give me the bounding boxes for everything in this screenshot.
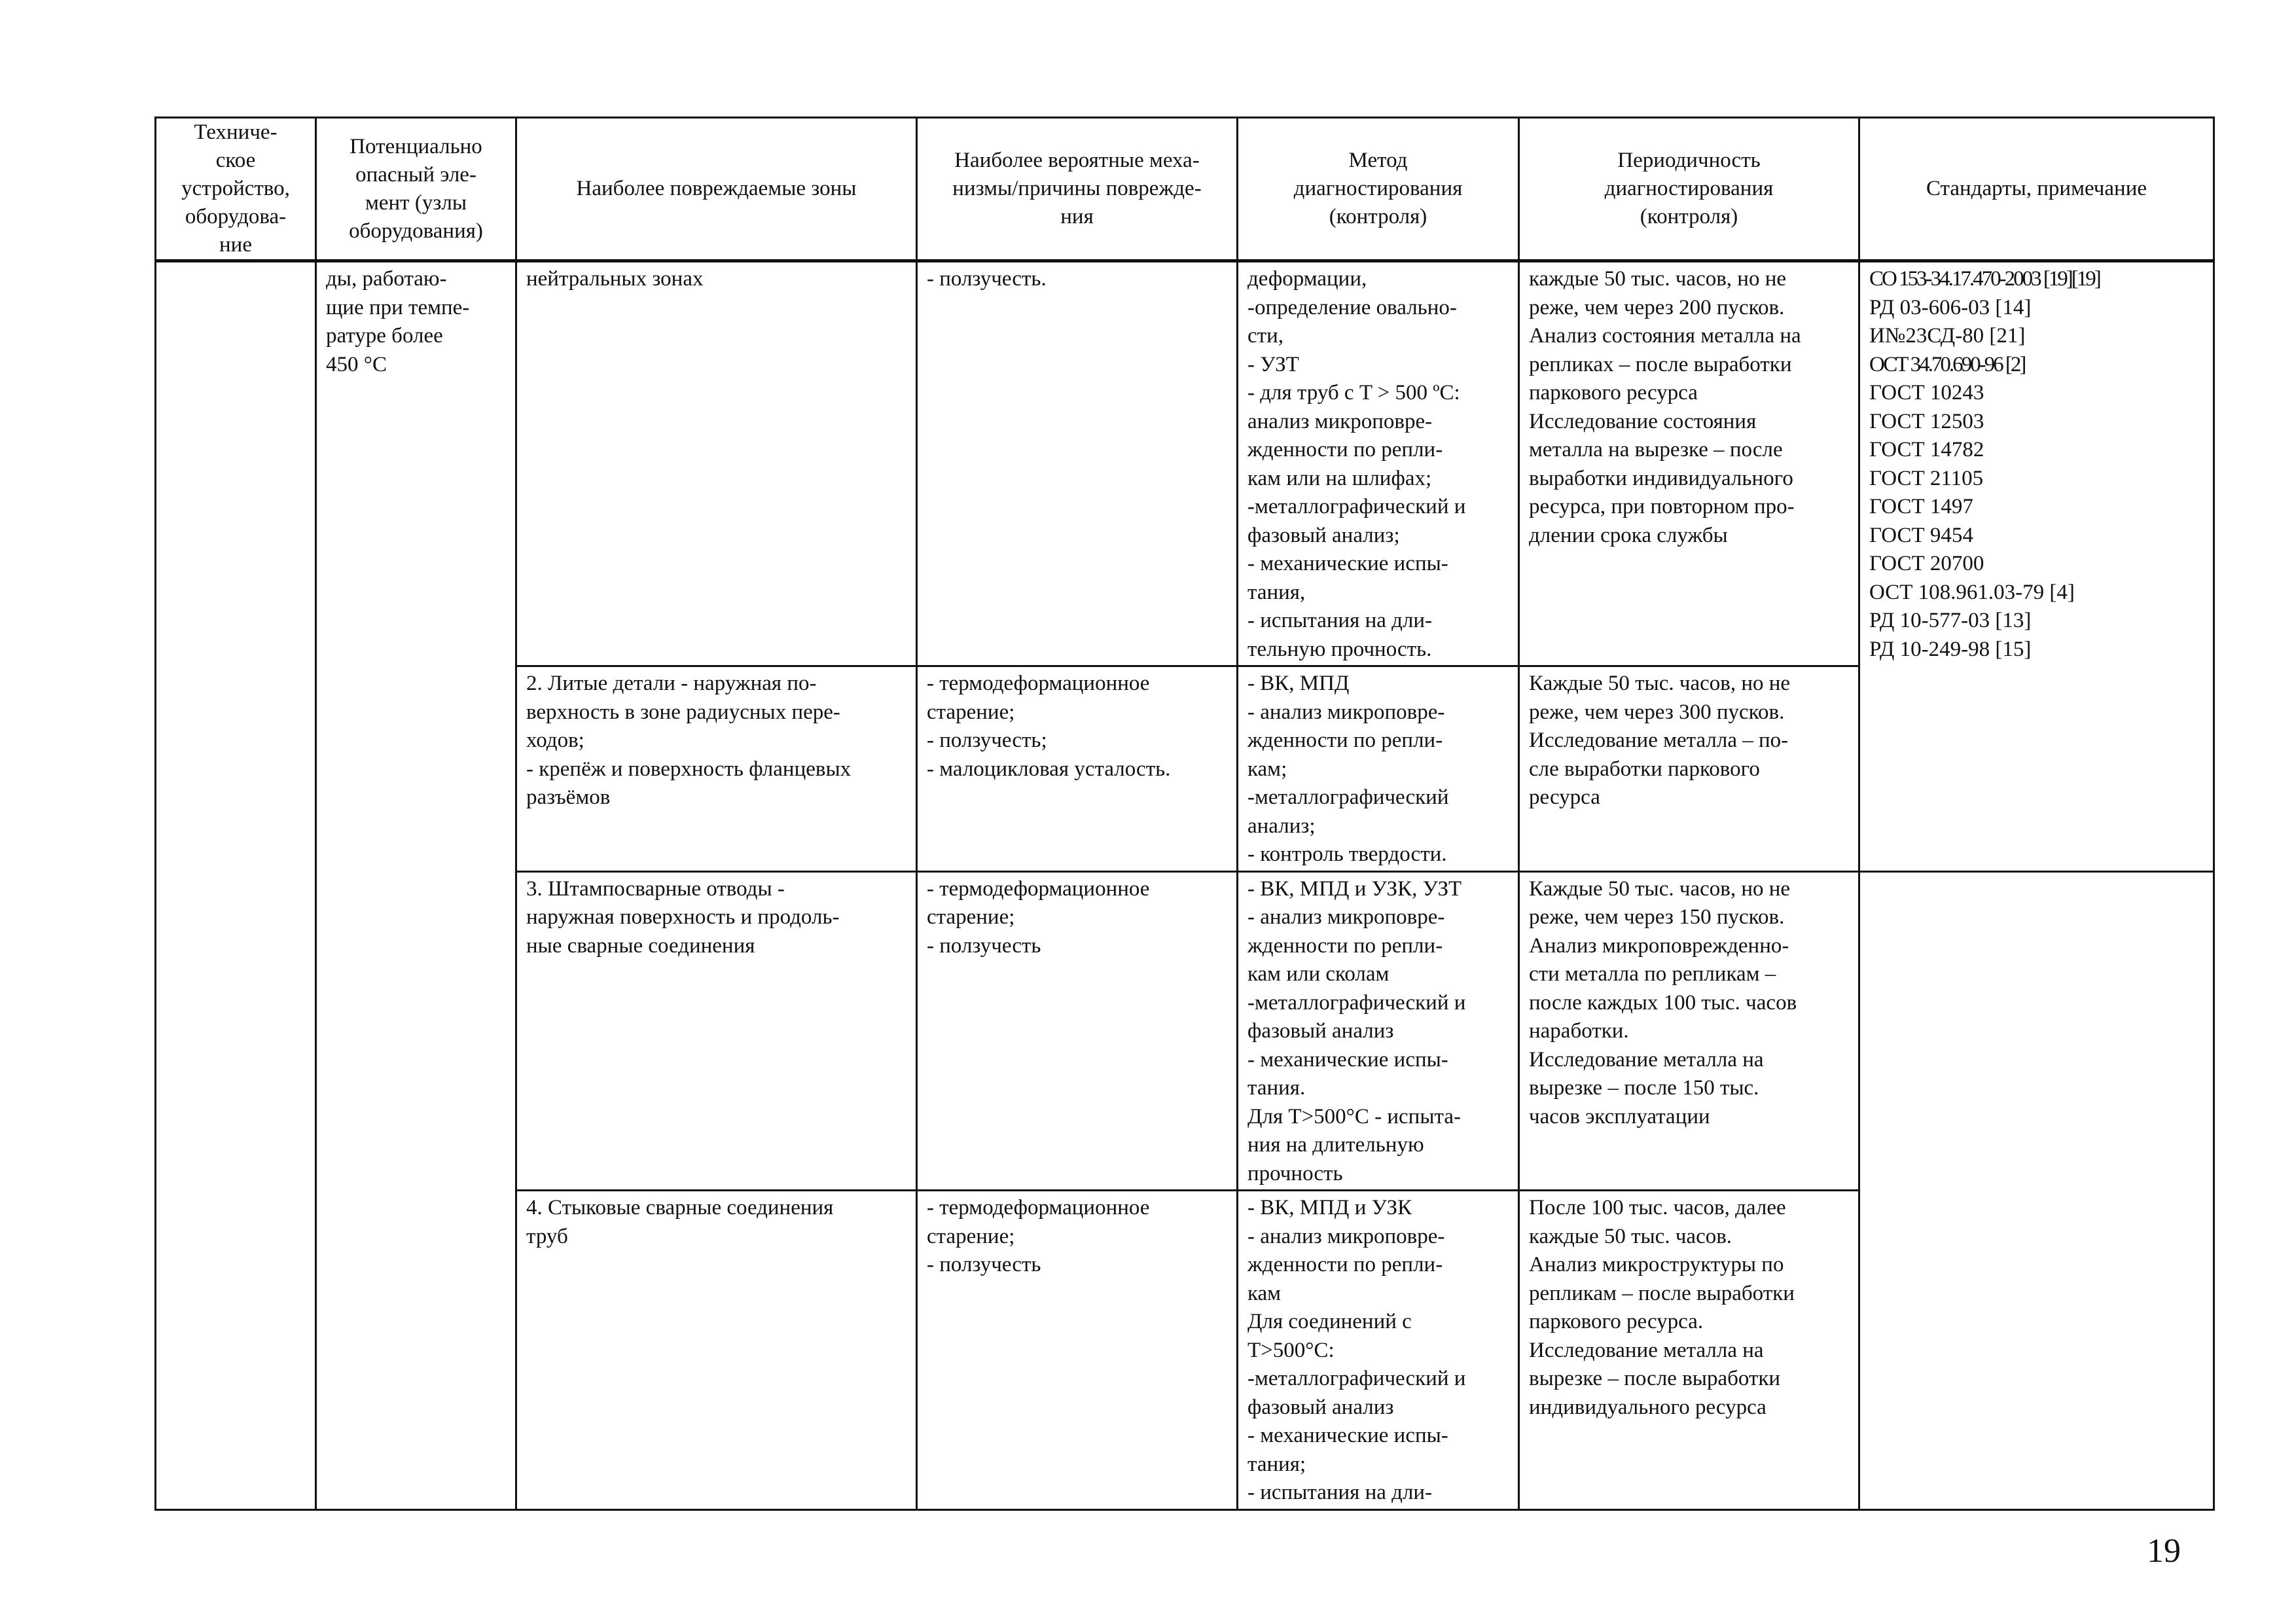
text-line: индивидуального ресурса [1529, 1395, 1767, 1419]
text-line: Анализ микроповрежденно- [1529, 933, 1789, 958]
text-line: - термодеформационное [927, 672, 1150, 695]
text-line: фазовый анализ [1247, 1395, 1394, 1419]
standard-item: ГОСТ 12503 [1869, 409, 1984, 433]
period-cell [1519, 871, 1859, 1191]
standard-item: РД 10-577-03 [13] [1869, 609, 2032, 632]
text-line: анализ; [1247, 814, 1316, 838]
text-line: - испытания на дли- [1247, 609, 1433, 632]
text-line: мент (узлы [365, 190, 467, 215]
mechanism-cell [917, 261, 1238, 666]
text-line: прочность [1247, 1161, 1343, 1185]
text-line: жденности по репли- [1247, 729, 1443, 752]
text-line: паркового ресурса. [1529, 1310, 1704, 1333]
text-line: нейтральных зонах [526, 267, 704, 291]
standard-item: ГОСТ 10243 [1869, 381, 1984, 405]
text-line: Исследование металла – по- [1529, 729, 1789, 752]
equipment-cell [156, 261, 316, 1510]
text-line: фазовый анализ; [1247, 523, 1400, 547]
text-line: Для соединений с [1247, 1310, 1412, 1333]
text-line: Исследование состояния [1529, 409, 1757, 433]
text-line: - крепёж и поверхность фланцевых [526, 757, 852, 781]
text-line: ды, работаю- [326, 267, 447, 291]
text-line: Исследование металла на [1529, 1338, 1764, 1362]
text-line: ское [215, 149, 256, 172]
text-line: вырезке – после выработки [1529, 1367, 1781, 1390]
text-line: паркового ресурса [1529, 381, 1698, 405]
header-method [1238, 118, 1519, 261]
method-cell [1238, 871, 1519, 1191]
diagnostics-table [154, 117, 2215, 1511]
standard-item: ГОСТ 20700 [1869, 552, 1984, 575]
standard-item: РД 03-606-03 [14] [1869, 295, 2032, 319]
text-line: старение; [927, 700, 1015, 724]
text-line: жденности по репли- [1247, 1253, 1443, 1276]
text-line: вырезке – после 150 тыс. [1529, 1076, 1759, 1100]
text-line: кам или сколам [1247, 962, 1390, 986]
text-line: Наиболее вероятные меха- [954, 149, 1200, 172]
element-cell [316, 261, 516, 1510]
text-line: наружная поверхность и продоль- [526, 905, 840, 929]
text-line: реже, чем через 300 пусков. [1529, 700, 1785, 724]
text-line: После 100 тыс. часов, далее [1529, 1196, 1786, 1219]
header-mechanisms [917, 118, 1238, 261]
method-cell [1238, 1191, 1519, 1510]
text-line: - ползучесть. [927, 267, 1047, 291]
standard-item: ОСТ 34.70.690-96 [2] [1869, 352, 2025, 376]
standard-item: ГОСТ 14782 [1869, 438, 1984, 461]
standard-item: ОСТ 108.961.03-79 [4] [1869, 580, 2075, 604]
zone-cell [516, 261, 917, 666]
text-line: (контроля) [1329, 205, 1427, 228]
text-line: реже, чем через 200 пусков. [1529, 295, 1785, 319]
text-line: выработки индивидуального [1529, 466, 1793, 490]
period-cell [1519, 1191, 1859, 1510]
text-line: после каждых 100 тыс. часов [1529, 990, 1797, 1015]
standard-item: РД 10-249-98 [15] [1869, 637, 2032, 661]
text-line: - термодеформационное [927, 1196, 1150, 1219]
text-line: - ползучесть; [927, 729, 1047, 752]
text-line: диагностирования [1604, 177, 1774, 200]
text-line: - малоцикловая усталость. [927, 757, 1171, 781]
text-line: ресурса, при повторном про- [1529, 495, 1795, 518]
text-line: ния на длительную [1247, 1133, 1424, 1157]
text-line: ния [1060, 205, 1094, 228]
text-line: тания. [1247, 1076, 1306, 1100]
text-line: -металлографический и [1247, 990, 1466, 1015]
text-line: - ВК, МПД и УЗК, УЗТ [1247, 876, 1462, 901]
header-equipment [156, 118, 316, 261]
text-line: 4. Стыковые сварные соединения [526, 1196, 834, 1219]
text-line: длении срока службы [1529, 523, 1728, 547]
text-line: ресурса [1529, 785, 1600, 809]
period-cell [1519, 261, 1859, 666]
text-line: реже, чем через 150 пусков. [1529, 905, 1785, 929]
standard-item: И№23СД-80 [21] [1869, 324, 2026, 348]
period-cell [1519, 666, 1859, 872]
header-standards [1859, 118, 2214, 261]
text-line: жденности по репли- [1247, 438, 1443, 461]
text-line: деформации, [1247, 267, 1367, 291]
mechanism-cell [917, 1191, 1238, 1510]
zone-cell [516, 666, 917, 872]
text-line: низмы/причины поврежде- [952, 177, 1202, 200]
text-line: 3. Штампосварные отводы - [526, 876, 785, 901]
text-line: -металлографический [1247, 785, 1449, 809]
header-periodicity [1519, 118, 1859, 261]
text-line: репликах – после выработки [1529, 352, 1792, 376]
text-line: Наиболее повреждаемые зоны [576, 177, 857, 200]
text-line: сти, [1247, 324, 1283, 348]
text-line: Периодичность [1617, 149, 1761, 172]
text-line: каждые 50 тыс. часов, но не [1529, 267, 1787, 291]
text-line: сле выработки паркового [1529, 757, 1760, 781]
text-line: анализ микроповре- [1247, 409, 1433, 433]
text-line: -определение овально- [1247, 295, 1457, 319]
text-line: часов эксплуатации [1529, 1104, 1710, 1128]
text-line: ные сварные соединения [526, 933, 755, 958]
page-number: 19 [2147, 1532, 2181, 1570]
text-line: Анализ состояния металла на [1529, 324, 1801, 348]
text-line: - ползучесть [927, 1253, 1041, 1276]
text-line: репликам – после выработки [1529, 1281, 1795, 1305]
text-line: оборудова- [185, 205, 287, 228]
method-cell [1238, 666, 1519, 872]
text-line: 2. Литые детали - наружная по- [526, 672, 817, 695]
mechanism-cell [917, 666, 1238, 872]
text-line: Каждые 50 тыс. часов, но не [1529, 876, 1791, 901]
text-line: Стандарты, примечание [1926, 177, 2147, 200]
text-line: - термодеформационное [927, 876, 1150, 901]
text-line: -металлографический и [1247, 1367, 1466, 1390]
text-line: - испытания на дли- [1247, 1481, 1433, 1504]
text-line: Метод [1348, 149, 1408, 172]
text-line: - механические испы- [1247, 1047, 1448, 1072]
text-line: разъёмов [526, 785, 611, 809]
text-line: ходов; [526, 729, 584, 752]
mechanism-cell [917, 871, 1238, 1191]
text-line: труб [526, 1224, 568, 1248]
text-line: - анализ микроповре- [1247, 905, 1445, 929]
text-line: кам или на шлифах; [1247, 466, 1432, 490]
standards-empty-cell [1859, 871, 2214, 1509]
text-line: старение; [927, 1224, 1015, 1248]
text-line: тания, [1247, 580, 1306, 604]
text-line: Исследование металла на [1529, 1047, 1764, 1072]
text-line: -металлографический и [1247, 495, 1466, 518]
text-line: диагностирования [1293, 177, 1463, 200]
text-line: устройство, [181, 177, 290, 200]
text-line: ратуре более [326, 324, 443, 348]
text-line: жденности по репли- [1247, 933, 1443, 958]
header-hazard-element [316, 118, 516, 261]
text-line: тельную прочность. [1247, 637, 1432, 661]
text-line: кам; [1247, 757, 1287, 781]
standard-item: ГОСТ 1497 [1869, 495, 1973, 518]
text-line: сти металла по репликам – [1529, 962, 1776, 986]
text-line: фазовый анализ [1247, 1019, 1394, 1043]
text-line: - контроль твердости. [1247, 842, 1447, 866]
text-line: - ВК, МПД [1247, 672, 1350, 695]
text-line: - ВК, МПД и УЗК [1247, 1196, 1412, 1219]
text-line: кам [1247, 1281, 1282, 1305]
text-line: (контроля) [1640, 205, 1738, 228]
text-line: Каждые 50 тыс. часов, но не [1529, 672, 1791, 695]
text-line: Для T>500°С - испыта- [1247, 1104, 1461, 1128]
text-line: - ползучесть [927, 933, 1041, 958]
text-line: металла на вырезке – после [1529, 438, 1783, 461]
text-line: - для труб с T > 500 ºС: [1247, 381, 1460, 405]
text-line: T>500°С: [1247, 1338, 1335, 1362]
text-line: - механические испы- [1247, 1424, 1448, 1447]
text-line: ние [219, 233, 252, 257]
text-line: наработки. [1529, 1019, 1629, 1043]
standard-item: ГОСТ 21105 [1869, 466, 1984, 490]
text-line: тания; [1247, 1452, 1306, 1476]
text-line: оборудования) [349, 219, 483, 243]
text-line: - анализ микроповре- [1247, 700, 1445, 724]
table-header [156, 118, 2214, 261]
standards-cell [1859, 261, 2214, 872]
table-row [156, 261, 2214, 666]
text-line: старение; [927, 905, 1015, 929]
text-line: опасный эле- [355, 162, 476, 187]
method-cell [1238, 261, 1519, 666]
text-line: Потенциально [350, 134, 482, 158]
zone-cell [516, 1191, 917, 1510]
text-line: - УЗТ [1247, 352, 1299, 376]
table-body [156, 261, 2214, 1510]
zone-cell [516, 871, 917, 1191]
text-line: щие при темпе- [326, 295, 470, 319]
header-damaged-zones [516, 118, 917, 261]
standard-item: ГОСТ 9454 [1869, 523, 1973, 547]
standard-item: СО 153-34.17.470-2003 [19][19] [1869, 267, 2100, 291]
text-line: каждые 50 тыс. часов. [1529, 1224, 1732, 1248]
standards-list [1869, 265, 2204, 664]
text-line: 450 °С [326, 352, 387, 376]
text-line: Техниче- [194, 120, 278, 144]
text-line: - механические испы- [1247, 552, 1448, 575]
text-line: Анализ микроструктуры по [1529, 1253, 1784, 1276]
text-line: - анализ микроповре- [1247, 1224, 1445, 1248]
text-line: верхность в зоне радиусных пере- [526, 700, 840, 724]
